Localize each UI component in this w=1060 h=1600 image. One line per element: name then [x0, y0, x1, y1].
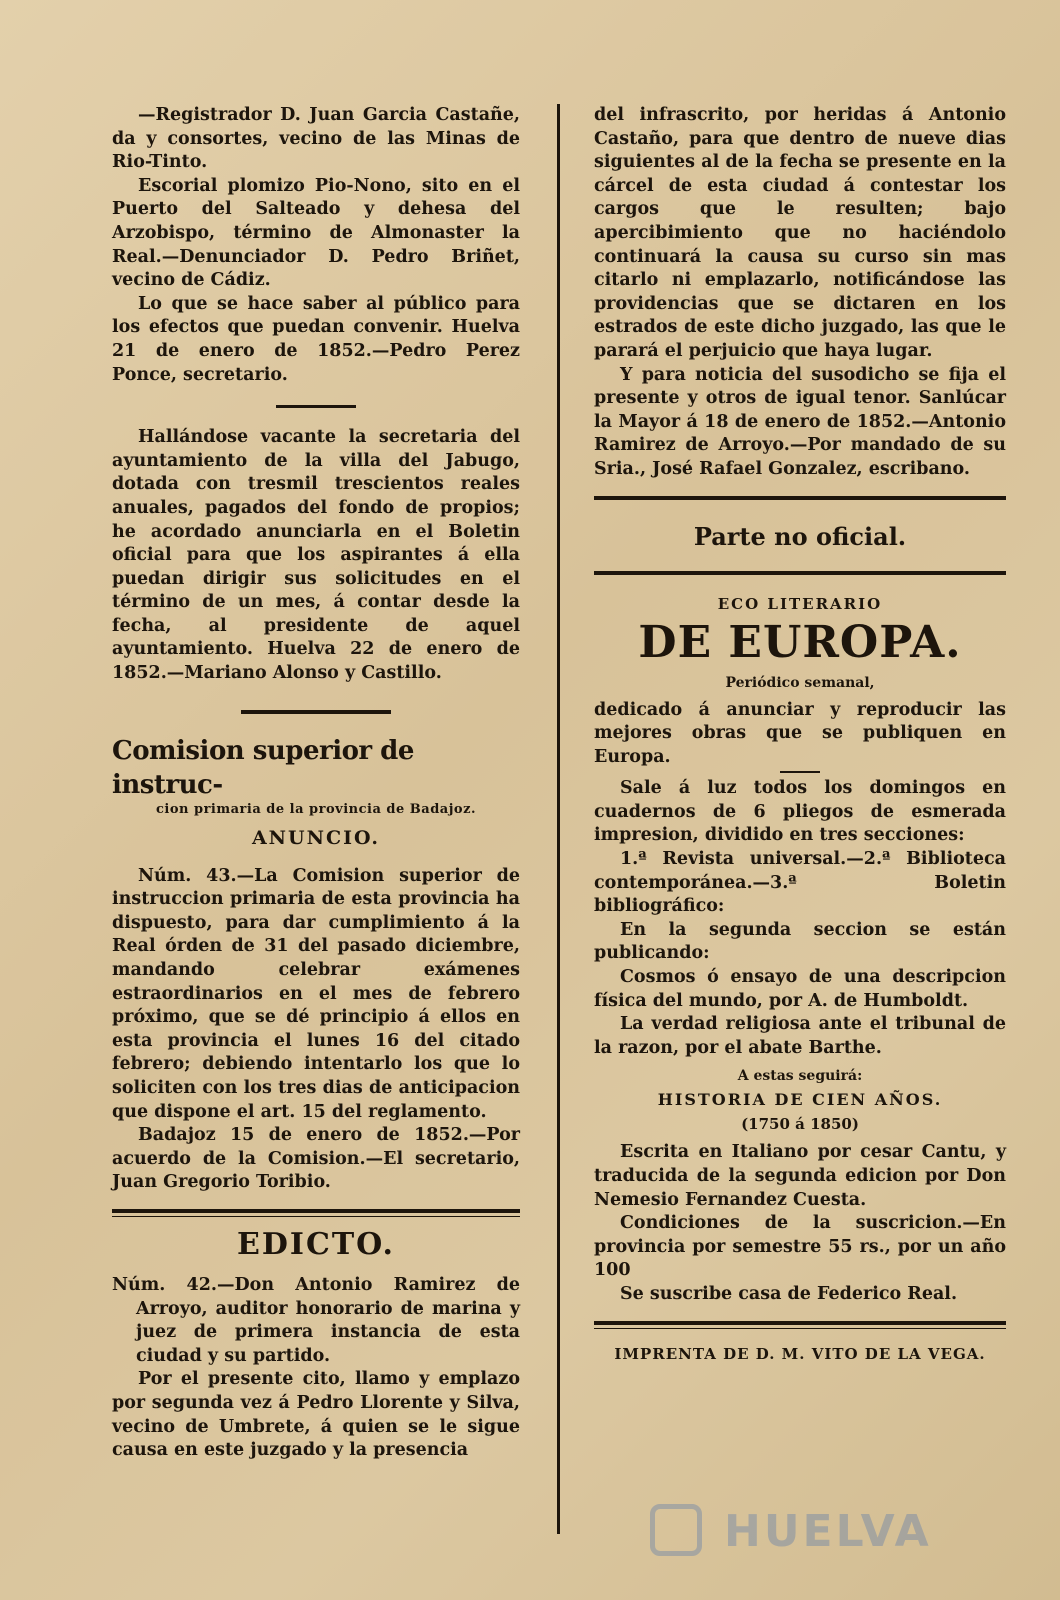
historia-title: HISTORIA DE CIEN AÑOS.: [657, 1090, 943, 1110]
watermark-logo-icon: [650, 1504, 702, 1556]
section-divider: [594, 571, 1006, 575]
huelva-watermark: [650, 1498, 970, 1568]
historia-years: (1750 á 1850): [741, 1115, 859, 1134]
section-divider: [780, 771, 820, 773]
section-divider: [594, 1321, 1006, 1325]
verdad-paragraph: La verdad religiosa ante el tribunal de la razon, por el abate Barthe.: [594, 1014, 1006, 1058]
secciones-paragraph: 1.ª Revista universal.—2.ª Biblioteca contemporánea.—3.ª Boletin bibliográfico:: [594, 849, 1006, 917]
comision-paragraph: Núm. 43.—La Comision superior de instruccion primaria de esta provincia ha dispuesto, para dar cumplimiento á la Real órden de 31 del pasado diciembre, mandando celebrar exámenes estraordinarios en el mes de febrero próximo, que se dé principio á ellos en esta provincia el lunes 16 del citado febrero; debiendo intentarlo los que lo soliciten con los tres dias de anticipacion que dispone el art. 15 del reglamento.: [112, 865, 520, 1122]
section-divider: [112, 1216, 520, 1217]
parte-no-oficial-heading: Parte no oficial.: [693, 521, 907, 551]
edicto-body-paragraph: Por el presente cito, llamo y emplazo por segunda vez á Pedro Llorente y Silva, vecino de Umbrete, á quien se le sigue causa en este juzgado y la presencia: [112, 1369, 520, 1461]
sanlucar-paragraph: Y para noticia del susodicho se fija el presente y otros de igual tenor. Sanlúcar la Mayor á 18 de enero de 1852.—Antonio Ramirez de Arroyo.—Por mandado de su Sria., José Rafael Gonzalez, escribano.: [594, 364, 1006, 479]
condiciones-paragraph: Condiciones de la suscricion.—En provincia por semestre 55 rs., por un año 100: [594, 1213, 1006, 1281]
de-europa-title: DE EUROPA.: [638, 616, 962, 668]
edicto-intro-paragraph: Núm. 42.—Don Antonio Ramirez de Arroyo, auditor honorario de marina y juez de primera instancia de esta ciudad y su partido.: [112, 1274, 520, 1366]
column-rule: [557, 104, 560, 1534]
periodico-semanal: Periódico semanal,: [725, 674, 875, 691]
badajoz-paragraph: Badajoz 15 de enero de 1852.—Por acuerdo de la Comision.—El secretario, Juan Gregorio Toribio.: [112, 1125, 520, 1193]
publicando-paragraph: En la segunda seccion se están publicando:: [594, 919, 1006, 964]
section-divider: [594, 496, 1006, 500]
sale-paragraph: Sale á luz todos los domingos en cuadernos de 6 pliegos de esmerada impresion, dividido en tres secciones:: [594, 778, 1006, 846]
watermark-text: HUELVA: [724, 1506, 932, 1557]
section-divider: [594, 1328, 1006, 1329]
anuncio-heading: ANUNCIO.: [251, 826, 381, 849]
comision-subheading: cion primaria de la provincia de Badajoz.: [155, 801, 477, 817]
right-column: [594, 104, 1006, 1363]
cosmos-paragraph: Cosmos ó ensayo de una descripcion física del mundo, por A. de Humboldt.: [594, 967, 1006, 1011]
edicto-heading: EDICTO.: [237, 1226, 395, 1262]
escorial-paragraph: Escorial plomizo Pio-Nono, sito en el Puerto del Salteado y dehesa del Arzobispo, término de Almonaster la Real.—Denunciador D. Pedro Briñet, vecino de Cádiz.: [112, 175, 520, 291]
left-column: [112, 104, 520, 1463]
edicto-continued-paragraph: del infrascrito, por heridas á Antonio Castaño, para que dentro de nueve dias siguientes al de la fecha se presente en la cárcel de esta ciudad á contestar los cargos que le resulten; bajo apercibimiento que no haciéndolo continuará la causa su curso sin mas citarlo ni emplazarlo, notificándose las providencias que se dictaren en los estrados de este dicho juzgado, las que le parará el perjuicio que haya lugar.: [594, 105, 1006, 361]
section-divider: [241, 710, 391, 714]
eco-literario-heading: ECO LITERARIO: [717, 594, 883, 613]
jabugo-paragraph: Hallándose vacante la secretaria del ayuntamiento de la villa del Jabugo, dotada con tresmil trescientos reales anuales, pagados del fondo de propios; he acordado anunciarla en el Boletin oficial para que los aspirantes á ella puedan dirigir sus solicitudes en el término de un mes, á contar desde la fecha, al presidente de aquel ayuntamiento. Huelva 22 de enero de 1852.—Mariano Alonso y Castillo.: [112, 427, 520, 684]
imprenta-footer: IMPRENTA DE D. M. VITO DE LA VEGA.: [614, 1344, 986, 1363]
section-divider: [112, 1209, 520, 1213]
suscribe-paragraph: Se suscribe casa de Federico Real.: [620, 1283, 958, 1304]
escrita-paragraph: Escrita en Italiano por cesar Cantu, y traducida de la segunda edicion por Don Nemesio Fernandez Cuesta.: [594, 1142, 1006, 1210]
section-divider: [276, 405, 356, 408]
dedicado-paragraph: dedicado á anunciar y reproducir las mejores obras que se publiquen en Europa.: [594, 699, 1006, 767]
registrador-paragraph: —Registrador D. Juan Garcia Castañe, da y consortes, vecino de las Minas de Rio-Tinto.: [112, 105, 520, 173]
seguira-line: A estas seguirá:: [737, 1068, 863, 1085]
comision-heading: Comision superior de instruc-: [112, 735, 414, 800]
notice-paragraph: Lo que se hace saber al público para los efectos que puedan convenir. Huelva 21 de enero de 1852.—Pedro Perez Ponce, secretario.: [112, 293, 520, 385]
